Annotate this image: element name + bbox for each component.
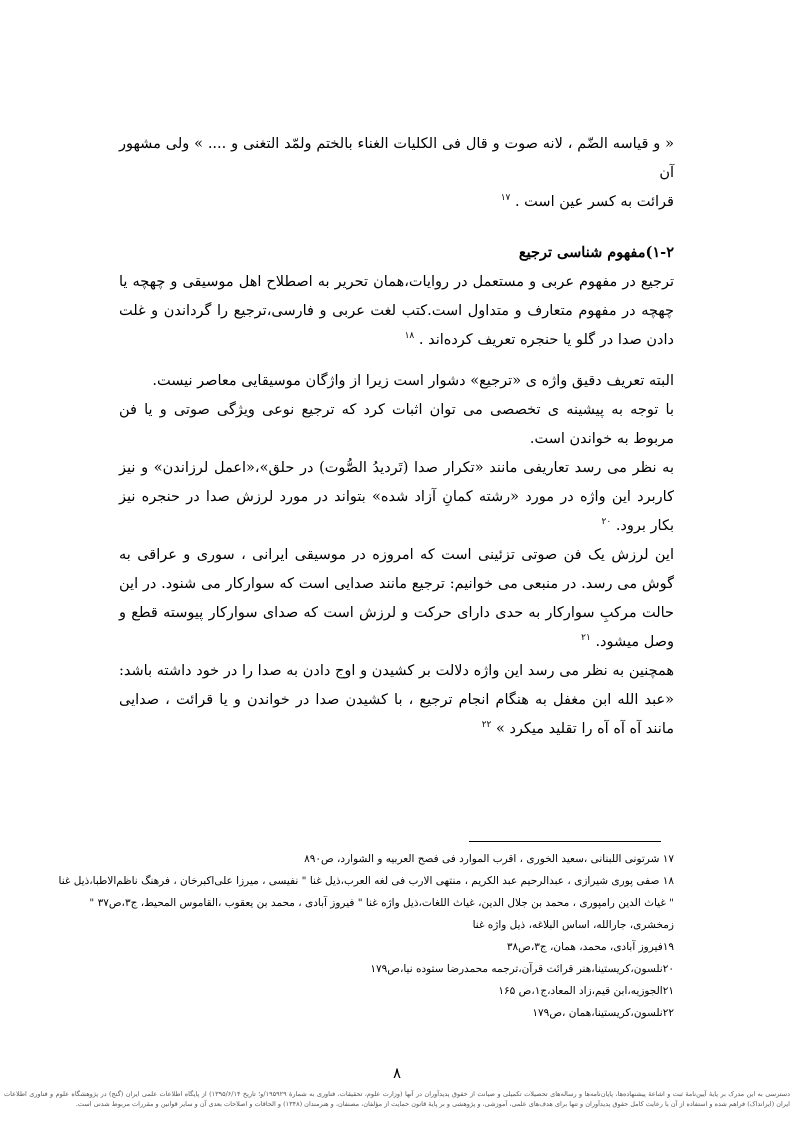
footnote-item: ۱۹فیروز آبادی، محمد، همان، ج۳،ص۳۸ [506,941,674,953]
footnote-item: " غیاث الدین رامپوری ، محمد بن جلال الدین، غیاث اللغات،ذیل واژه غنا " فیروز آبادی ، محمد بن یعقوب ،القاموس المحیط، ج۳،ص۳۷ " [89,897,674,909]
footnote-separator [469,841,661,842]
paragraph-extension: همچنین به نظر می رسد این واژه دلالت بر کشیدن و اوج دادن به صدا را در خود داشته باشد: «عبد الله ابن مغفل به هنگام انجام ترجیع ، با کشیدن صدا در خواندن و یا قرائت ، صدایی مانند آه آه آه را تقلید میکرد » $^{۲۲}$ [119,663,674,737]
footnote-item: ۱۷ شرتونی اللبنانی ،سعید الخوری ، اقرب الموارد فی فصح العربیه و الشوارد، ص۸۹۰ [304,853,674,865]
paragraph-vibrato: این لرزش یک فن صوتی تزئینی است که امروزه در موسیقی ایرانی ، سوری و عراقی به گوش می رسد. در منبعی می خوانیم: ترجیع مانند صدایی است که سوارکار می شنود. در این حالت مرکبِ سوارکار به حدی دارای حرکت و لرزش است که صدای سوارکار پیوسته قطع و وصل میشود. $^{۲۱}$ [119,547,674,650]
paragraph-background: با توجه به پیشینه ی تخصصی می توان اثبات کرد که ترجیع نوعی ویژگی صوتی و یا فن مربوط به خواندن است. [119,402,674,447]
footnote-ref: ۱۷ [500,193,511,204]
footnote-item: زمخشری، جارالله، اساس البلاغه، ذیل واژه غنا [472,919,674,931]
section-heading: ۱-۲)مفهوم شناسی ترجیع [518,244,674,261]
repository-notice: دسترسی به این مدرک بر پایهٔ آیین‌نامهٔ ثبت و اشاعهٔ پیشنهاده‌ها، پایان‌نامه‌ها و رساله‌های تحصیلات تکمیلی و صیانت از حقوق پدیدآوران در آنها (وزارت علوم، تحقیقات، فناوری به شمارهٔ ۱۹۵۹۲۹/و؛ تاریخ ۱۳۹۵/۶/۱۴) از پایگاه اطلاعات علمی ایران (گنج) در پژوهشگاه علوم و فناوری اطلاعات ایران (ایرانداک) فراهم شده و استفاده از آن با رعایت کامل حقوق پدیدآوران و تنها برای هدف‌های علمی، آموزشی، و پژوهشی و بر پایهٔ قانون حمایت از مؤلفان، مصنفان، و هنرمندان (۱۳۴۸) و الحاقات و اصلاحات بعدی آن و سایر قوانین و مقررات مربوط شدنی است. [4,1090,790,1108]
footnote-ref: ۲۲ [481,720,492,731]
paragraph-definitions: به نظر می رسد تعاریفی مانند «تکرار صدا (تَردیدُ الصُّوت) در حلق»،«اعمل لرزاندن» و نیز کاربرد این واژه در مورد «رشته کمانِ آزاد شده» بتواند در مورد لرزش صدا در حنجره نیز بکار برود. $^{۲۰}$ [119,460,674,534]
footnote-item: ۲۱الجوزیه،ابن قیم،زاد المعاد،ج۱،ص ۱۶۵ [498,985,674,997]
page-number: ۸ [392,1064,402,1082]
intro-line-1: « و قیاسه الضّم ، لانه صوت و قال فی الکلیات الغناء بالختم ولمّد التغنی و .... » ولی مشهور آن [119,136,674,181]
footnote-item: ۲۲نلسون،کریستینا،همان ،ص۱۷۹ [532,1007,674,1019]
footnote-ref: ۲۱ [581,633,591,644]
intro-paragraph [119,130,674,217]
intro-line-2: قرائت به کسر عین است . $^{۱۷}$ [500,193,674,210]
paragraph-difficulty: البته تعریف دقیق واژه ی «ترجیع» دشوار است زیرا از واژگان موسیقایی معاصر نیست. [152,373,674,389]
section-body [119,268,674,744]
footnote-ref: ۲۰ [601,517,612,528]
footnotes [58,848,674,1024]
footnote-item: ۱۸ صفی پوری شیرازی ، عبدالرحیم عبد الکریم ، منتهی الارب فی لغه العرب،ذیل غنا " نفیسی ، میرزا علی‌اکبرخان ، فرهنگ ناظم‌الاطبا،ذیل غنا [58,875,674,887]
paragraph-definition: ترجیع در مفهوم عربی و مستعمل در روایات،همان تحریر به اصطلاح اهل موسیقی و چهچه یا چهچه در مفهوم متعارف و متداول است.کتب لغت عربی و فارسی،ترجیع را گرداندن و غلت دادن صدا در گلو یا حنجره تعریف کرده‌اند . $^{۱۸}$ [119,274,674,348]
footnote-item: ۲۰نلسون،کریستینا،هنر قرائت قرآن،ترجمه محمدرضا ستوده نیا،ص۱۷۹ [370,963,674,975]
footnote-ref: ۱۸ [404,331,415,342]
